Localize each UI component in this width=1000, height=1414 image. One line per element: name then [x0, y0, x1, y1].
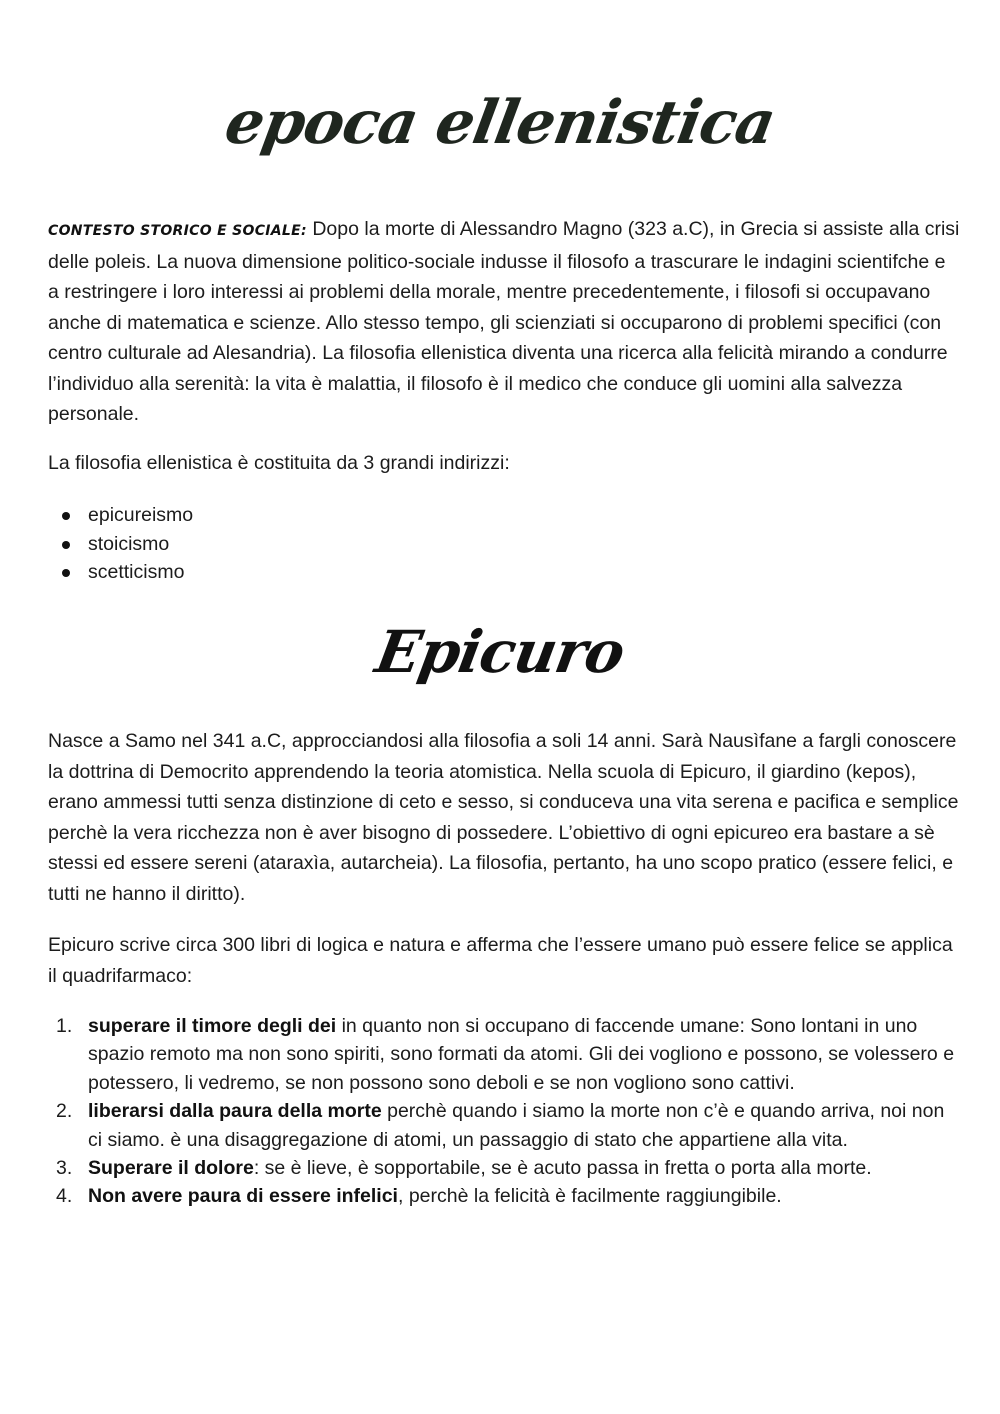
- context-label: CONTESTO STORICO E SOCIALE:: [48, 223, 307, 239]
- schools-intro: La filosofia ellenistica è costituita da 3 grandi indirizzi:: [48, 452, 510, 474]
- list-item: scetticismo: [88, 558, 193, 587]
- item-text: , perchè la felicità è facilmente raggiungibile.: [397, 1185, 782, 1208]
- item-bold: Non avere paura di essere infelici: [88, 1185, 398, 1208]
- list-item: stoicismo: [88, 530, 193, 559]
- item-number: 3.: [56, 1157, 73, 1180]
- context-paragraph: [48, 214, 960, 430]
- bio-paragraph: Nasce a Samo nel 341 a.C, approcciandosi alla filosofia a soli 14 anni. Sarà Nausìfane a fargli conoscere la dottrina di Democrito apprendendo la teoria atomistica. Nella scuola di Epicuro, il giardino (kepos), erano ammessi tutti senza distinzione di ceto e sesso, si conduceva una vita serena e pacifica e semplice perchè la vera ricchezza non è aver bisogno di possedere. L’obiettivo di ogni epicureo era bastare a sè stessi ed essere sereni (ataraxìa, autarcheia). La filosofia, pertanto, ha uno scopo pratico (essere felici, e tutti ne hanno il diritto).: [48, 730, 959, 905]
- list-item: [56, 1012, 960, 1097]
- item-number: 4.: [56, 1185, 73, 1208]
- list-item: [56, 1182, 960, 1210]
- list-item: [56, 1154, 960, 1182]
- quadrifarmaco-intro: Epicuro scrive circa 300 libri di logica e natura e afferma che l’essere umano può essere felice se applica il quadrifarmaco:: [48, 934, 953, 987]
- item-bold: Superare il dolore: [88, 1157, 254, 1180]
- section-title: Epicuro: [370, 618, 630, 686]
- page-title: epoca ellenistica: [220, 88, 780, 158]
- list-item: epicureismo: [88, 501, 193, 530]
- item-number: 1.: [56, 1015, 73, 1037]
- schools-list: [88, 501, 193, 587]
- item-bold: superare il timore degli dei: [88, 1015, 337, 1037]
- context-text: Dopo la morte di Alessandro Magno (323 a.C), in Grecia si assiste alla crisi delle poleis. La nuova dimensione politico-sociale indusse il filosofo a trascurare le indagini scientifche e a restringere i loro interessi ai problemi della morale, mentre precedentemente, i filosofi si occupavano anche di matematica e scienze. Allo stesso tempo, gli scienziati si occuparono di problemi specifici (con centro culturale ad Alesandria). La filosofia ellenistica diventa una ricerca alla felicità mirando a condurre l’individuo alla serenità: la vita è malattia, il filosofo è il medico che conduce gli uomini alla salvezza personale.: [48, 218, 960, 425]
- item-text: in quanto non si occupano di faccende umane: Sono lontani in uno spazio remoto ma non sono spiriti, sono formati da atomi. Gli dei vogliono e possono, se volessero e potessero, li vedremo, se non possono sono deboli e se non vogliono sono cattivi.: [88, 1015, 955, 1094]
- list-item: [56, 1097, 960, 1154]
- item-text: perchè quando i siamo la morte non c’è e quando arriva, noi non ci siamo. è una disaggregazione di atomi, un passaggio di stato che appartiene alla vita.: [88, 1100, 945, 1151]
- quadrifarmaco-list: [56, 1012, 960, 1211]
- item-text: : se è lieve, è sopportabile, se è acuto passa in fretta o porta alla morte.: [253, 1157, 872, 1180]
- item-bold: liberarsi dalla paura della morte: [88, 1100, 382, 1123]
- item-number: 2.: [56, 1100, 73, 1123]
